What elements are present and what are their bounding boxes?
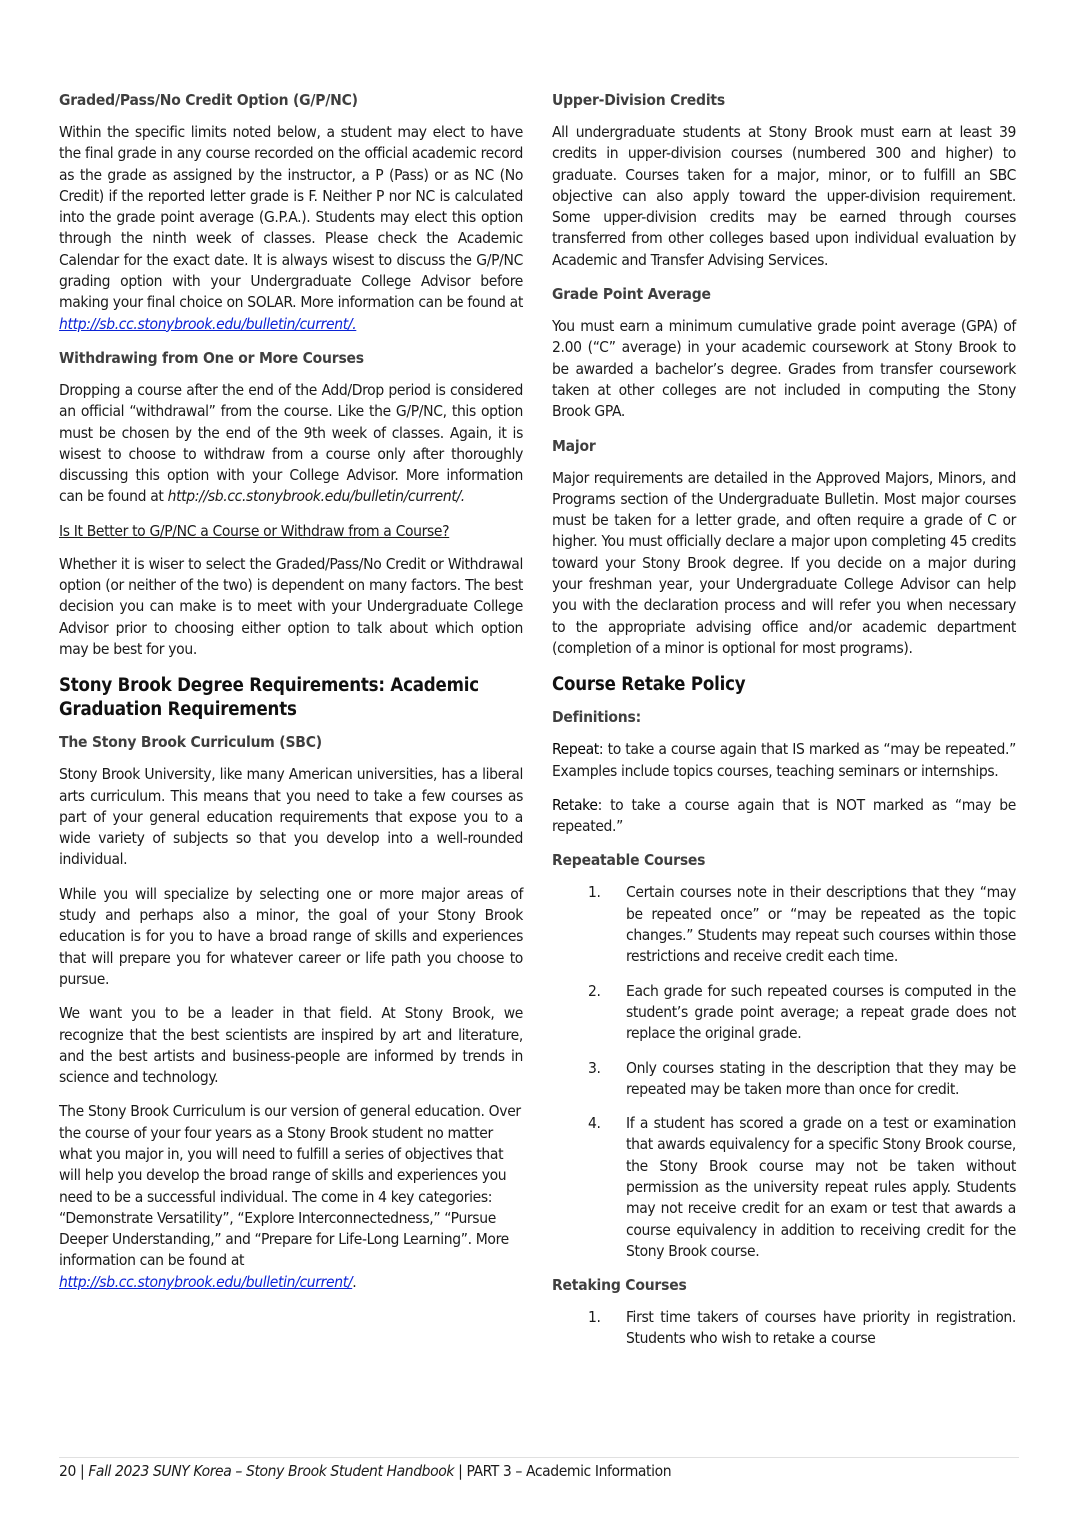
list-number: 1. [588, 1308, 601, 1327]
repeat-definition [552, 739, 1016, 782]
sbc-heading: The Stony Brook Curriculum (SBC) [59, 733, 322, 752]
degree-requirements-heading: Stony Brook Degree Requirements: Academic Graduation Requirements [59, 675, 479, 721]
repeatable-courses-list [552, 882, 1016, 1262]
better-heading: Is It Better to G/P/NC a Course or Withdraw from a Course? [59, 521, 450, 540]
page-footer [59, 1461, 671, 1481]
section-title: PART 3 – Academic Information [466, 1462, 672, 1480]
retake-def-text: : to take a course again that is NOT marked as “may be repeated.” [552, 795, 1016, 836]
gpnc-paragraph [59, 122, 523, 335]
sbc-p4-body: The Stony Brook Curriculum is our version of general education. Over the course of your four years as a Stony Brook student no matter what you major in, you will need to fulfill a series of objectives that will help you develop the broad range of skills and experiences you need to be a successful individual. The come in 4 key categories: “Demonstrate Versatility”, “Explore Interconnectedness,” “Pursue Deeper Understanding,” and “Prepare for Life-Long Learning”. More information can be found at [59, 1102, 521, 1270]
sbc-paragraph-4 [59, 1101, 523, 1293]
withdraw-body: Dropping a course after the end of the Add/Drop period is considered an official “withdrawal” from the course. Like the G/P/NC, this option must be chosen by the end of the 9th week of classes. Again, it is wisest to choose to withdraw from a course only after thoroughly discussing this option with your College Advisor. More information can be found at [59, 380, 523, 506]
list-text: First time takers of courses have priority in registration. Students who wish to retake a course [626, 1308, 1016, 1348]
list-number: 4. [588, 1114, 601, 1133]
publication-title: Fall 2023 SUNY Korea – Stony Brook Student Handbook [88, 1462, 455, 1480]
list-number: 1. [588, 883, 601, 902]
gpa-heading: Grade Point Average [552, 285, 711, 304]
list-text: Certain courses note in their descriptions that they “may be repeated once” or “may be repeated as the topic changes.” Students may repeat such courses within those restrictions and receive credit each time. [626, 883, 1016, 966]
gpnc-heading: Graded/Pass/No Credit Option (G/P/NC) [59, 91, 358, 109]
footer-separator: | [454, 1462, 467, 1480]
retake-definition [552, 795, 1016, 838]
sbc-p4-end: . [352, 1272, 357, 1291]
list-number: 3. [588, 1058, 601, 1077]
list-number: 2. [588, 981, 601, 1000]
definitions-heading: Definitions: [552, 708, 642, 727]
list-text: If a student has scored a grade on a test or examination that awards equivalency for a specific Stony Brook course, the Stony Brook course may not be taken without permission as the university repeat rules apply. Students may not receive credit for an exam or test that awards a course equivalency in addition to receiving credit for the Stony Brook course. [626, 1114, 1016, 1260]
sbc-paragraph-1: Stony Brook University, like many American universities, has a liberal arts curriculum. This means that you need to take a few courses as part of your general education requirements that expose you to a wide variety of subjects so that you develop into a well-rounded individual. [59, 765, 523, 869]
withdraw-paragraph [59, 380, 523, 508]
retaking-courses-list [552, 1307, 1016, 1350]
list-text: Only courses stating in the description that they may be repeated may be taken more than once for credit. [626, 1058, 1016, 1098]
footer-separator: | [75, 1462, 89, 1480]
repeat-def-text: : to take a course again that IS marked as “may be repeated.” Examples include topics courses, teaching seminars or internships. [552, 740, 1016, 780]
sbc-bulletin-link[interactable]: http://sb.cc.stonybrook.edu/bulletin/current/ [59, 1272, 353, 1291]
bulletin-link[interactable]: http://sb.cc.stonybrook.edu/bulletin/current/. [59, 314, 357, 333]
repeatable-courses-heading: Repeatable Courses [552, 851, 706, 870]
footer-divider [59, 1457, 1019, 1458]
sbc-paragraph-3: We want you to be a leader in that field. At Stony Brook, we recognize that the best scientists are inspired by art and literature, and the best artists and business-people are informed by trends in science and technology. [59, 1004, 523, 1087]
retaking-courses-heading: Retaking Courses [552, 1276, 687, 1295]
retake-term: Retake [552, 795, 598, 814]
better-paragraph: Whether it is wiser to select the Graded/Pass/No Credit or Withdrawal option (or neither of the two) is dependent on many factors. The best decision you can make is to meet with your Undergraduate College Advisor prior to choosing either option to talk about which option may be best for you. [59, 554, 523, 658]
bulletin-url-text: http://sb.cc.stonybrook.edu/bulletin/current/. [167, 487, 465, 506]
withdraw-heading: Withdrawing from One or More Courses [59, 348, 364, 367]
list-item [552, 1058, 1016, 1101]
sbc-paragraph-2: While you will specialize by selecting one or more major areas of study and perhaps also a minor, the goal of your Stony Brook education is for you to have a broad range of skills and experiences that will prepare you for whatever career or life path you choose to pursue. [59, 884, 523, 988]
upper-division-heading: Upper-Division Credits [552, 91, 725, 109]
page-number: 20 [59, 1462, 76, 1480]
major-paragraph: Major requirements are detailed in the Approved Majors, Minors, and Programs section of the Undergraduate Bulletin. Most major courses must be taken for a letter grade, and often require a grade of C or higher. You must officially declare a major upon completing 45 credits toward your Stony Brook degree. If you decide on a major during your freshman year, your Undergraduate College Advisor can help you with the declaration process and will refer you when necessary to the appropriate advising office and/or academic department (completion of a minor is optional for most programs). [552, 468, 1016, 657]
list-text: Each grade for such repeated courses is computed in the student’s grade point average; a repeat grade does not replace the original grade. [626, 981, 1016, 1043]
major-heading: Major [552, 436, 596, 455]
upper-division-paragraph: All undergraduate students at Stony Brook must earn at least 39 credits in upper-division courses (numbered 300 and higher) to graduate. Courses taken for a major, minor, or to fulfill an SBC objective can also apply toward the upper-division requirement. Some upper-division credits may be earned through courses transferred from other colleges based upon individual evaluation by Academic and Transfer Advising Services. [552, 123, 1016, 269]
list-item [552, 981, 1016, 1045]
list-item [552, 1113, 1016, 1262]
right-column [552, 90, 1016, 1363]
list-item [552, 1307, 1016, 1350]
gpa-paragraph: You must earn a minimum cumulative grade point average (GPA) of 2.00 (“C” average) in your academic coursework at Stony Brook to be awarded a bachelor’s degree. Grades from transfer coursework taken at other colleges are not included in computing the Stony Brook GPA. [552, 317, 1016, 421]
repeat-term: Repeat [552, 740, 599, 759]
retake-policy-heading: Course Retake Policy [552, 674, 746, 696]
left-column [59, 90, 523, 1306]
gpnc-body: Within the specific limits noted below, a student may elect to have the final grade in any course recorded on the official academic record as the grade as assigned by the instructor, a P (Pass) or as NC (No Credit) if the reported letter grade is F. Neither P nor NC is calculated into the grade point average (G.P.A.). Students may elect this option through the ninth week of classes. Please check the Academic Calendar for the exact date. It is always wisest to discuss the G/P/NC grading option with your Undergraduate College Advisor before making your final choice on SOLAR. More information can be found at [59, 123, 523, 312]
list-item [552, 882, 1016, 967]
